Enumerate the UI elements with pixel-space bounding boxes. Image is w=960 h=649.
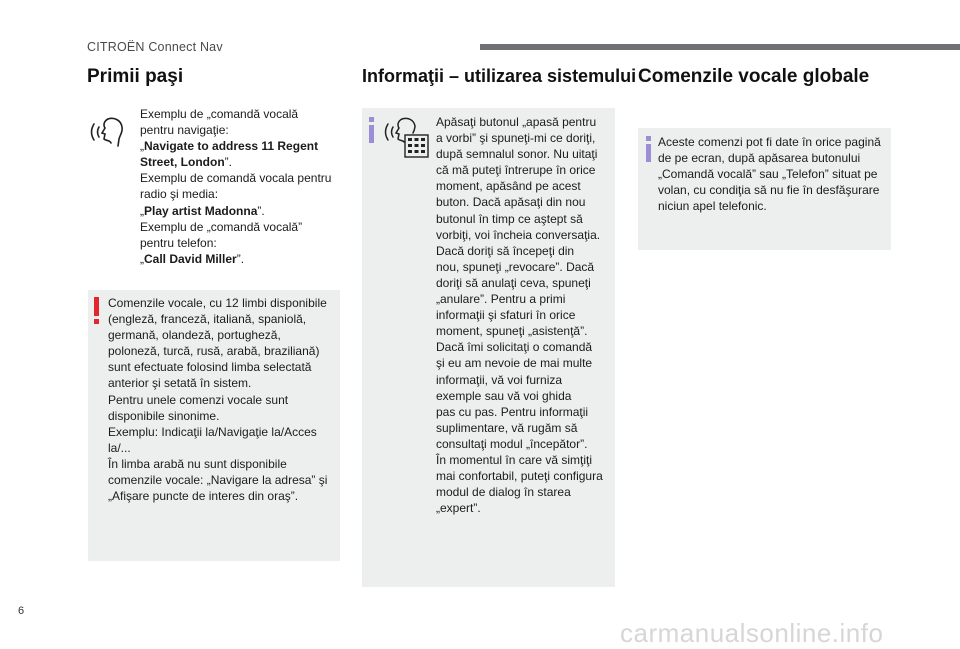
info-line: a vorbi” şi spuneţi-mi ce doriţi, <box>436 131 596 146</box>
intro-line: „Play artist Madonna”. <box>140 203 265 218</box>
info-line: Dacă doriţi să începeţi din <box>436 243 575 258</box>
intro-line: Exemplu de „comandă vocală” <box>140 219 303 234</box>
header-title: CITROËN Connect Nav <box>87 40 223 54</box>
info-box-global <box>638 128 891 250</box>
nav-example: Navigate to address 11 Regent <box>144 139 319 154</box>
intro-line: Street, London”. <box>140 155 233 170</box>
info-line: butonul în timp ce aştept să <box>436 211 583 226</box>
info-line: moment, spuneţi „asistenţă”. <box>436 324 588 339</box>
info-line: informaţii şi sfaturi în orice <box>436 308 576 323</box>
info-line: exemple sau vă voi ghida <box>436 388 572 403</box>
watermark: carmanualsonline.info <box>620 618 884 648</box>
warning-line: germană, olandeză, portugheză, <box>108 328 281 343</box>
warning-line: anterior şi setată în sistem. <box>108 376 252 391</box>
info-line: „expert”. <box>436 501 481 516</box>
info-text-system <box>436 114 612 516</box>
info-line: niciun apel telefonic. <box>658 199 767 214</box>
voice-examples <box>140 106 340 267</box>
info-line: doriţi să anulaţi ceva, spuneţi <box>436 275 591 290</box>
info-line: vorbiţi, voi încheia conversaţia. <box>436 227 601 242</box>
info-line: „Comandă vocală” sau „Telefon” situat pe <box>658 167 878 182</box>
intro-line: Exemplu de comandă vocala pentru <box>140 171 332 186</box>
info-line: Dacă îmi solicitaţi o comandă <box>436 340 593 355</box>
voice-phone-keypad-icon <box>384 114 430 158</box>
warning-line: poloneză, turcă, rusă, arabă, braziliană) <box>108 344 320 359</box>
warning-text <box>108 295 340 504</box>
intro-line: radio şi media: <box>140 187 219 202</box>
info-icon <box>367 117 376 143</box>
intro-line: pentru navigaţie: <box>140 123 229 138</box>
section-title-system-info: Informaţii – utilizarea sistemului <box>362 66 637 86</box>
info-line: suplimentare, vă rugăm să <box>436 420 578 435</box>
info-line: moment, apăsând pe acest <box>436 179 581 194</box>
media-example: Play artist Madonna <box>144 203 258 218</box>
info-text-global <box>658 134 884 214</box>
nav-example-cont: Street, London <box>140 155 225 170</box>
phone-example: Call David Miller <box>144 251 237 266</box>
info-line: nou, spuneţi „revocare”. Dacă <box>436 259 595 274</box>
header-bar <box>480 44 960 50</box>
warning-line: sunt efectuate folosind limba selectată <box>108 360 312 375</box>
warning-line: Pentru unele comenzi vocale sunt <box>108 392 289 407</box>
info-icon <box>644 136 653 162</box>
intro-line: „Call David Miller”. <box>140 251 245 266</box>
info-line: pas cu pas. Pentru informaţii <box>436 404 589 419</box>
info-box-system <box>362 108 615 587</box>
warning-line: În limba arabă nu sunt disponibile <box>108 456 287 471</box>
info-line: informaţii, vă voi furniza <box>436 372 563 387</box>
warning-line: disponibile sinonime. <box>108 408 220 423</box>
warning-line: Exemplu: Indicaţii la/Navigaţie la/Acces <box>108 424 317 439</box>
section-title-first-steps: Primii paşi <box>87 66 184 87</box>
info-line: În momentul în care vă simţiţi <box>436 452 593 467</box>
info-line: modul de dialog în starea <box>436 485 571 500</box>
info-line: de pe ecran, după apăsarea butonului <box>658 151 861 166</box>
page-number: 6 <box>18 605 25 617</box>
warning-box <box>88 290 340 561</box>
info-line: după semnalul sonor. Nu uitaţi <box>436 147 598 162</box>
info-line: „anulare”. Pentru a primi <box>436 292 566 307</box>
warning-line: (engleză, franceză, italiană, spaniolă, <box>108 312 307 327</box>
section-title-global-commands: Comenzile vocale globale <box>638 66 870 87</box>
intro-line: Exemplu de „comandă vocală <box>140 107 299 121</box>
warning-line: „Afişare puncte de interes din oraş”. <box>108 489 299 504</box>
info-line: buton. Dacă apăsaţi din nou <box>436 195 586 210</box>
info-line: că mă puteţi întrerupe în orice <box>436 163 596 178</box>
info-line: Apăsaţi butonul „apasă pentru <box>436 115 597 129</box>
info-line: volan, cu condiţia să nu fie în desfăşurare <box>658 183 880 198</box>
info-line: consultaţi modul „începător”. <box>436 436 588 451</box>
warning-line: comenzile vocale: „Navigare la adresa” şi <box>108 473 328 488</box>
intro-line: „Navigate to address 11 Regent <box>140 139 319 154</box>
warning-line: la/... <box>108 440 131 455</box>
info-line: Aceste comenzi pot fi date în orice pagină <box>658 135 881 149</box>
info-line: mai confortabil, puteţi configura <box>436 469 603 484</box>
exclamation-icon <box>92 297 101 325</box>
info-line: şi eu am nevoie de mai multe <box>436 356 593 371</box>
warning-line: Comenzile vocale, cu 12 limbi disponibile <box>108 296 327 310</box>
intro-line: pentru telefon: <box>140 235 217 250</box>
voice-command-icon <box>88 113 128 149</box>
